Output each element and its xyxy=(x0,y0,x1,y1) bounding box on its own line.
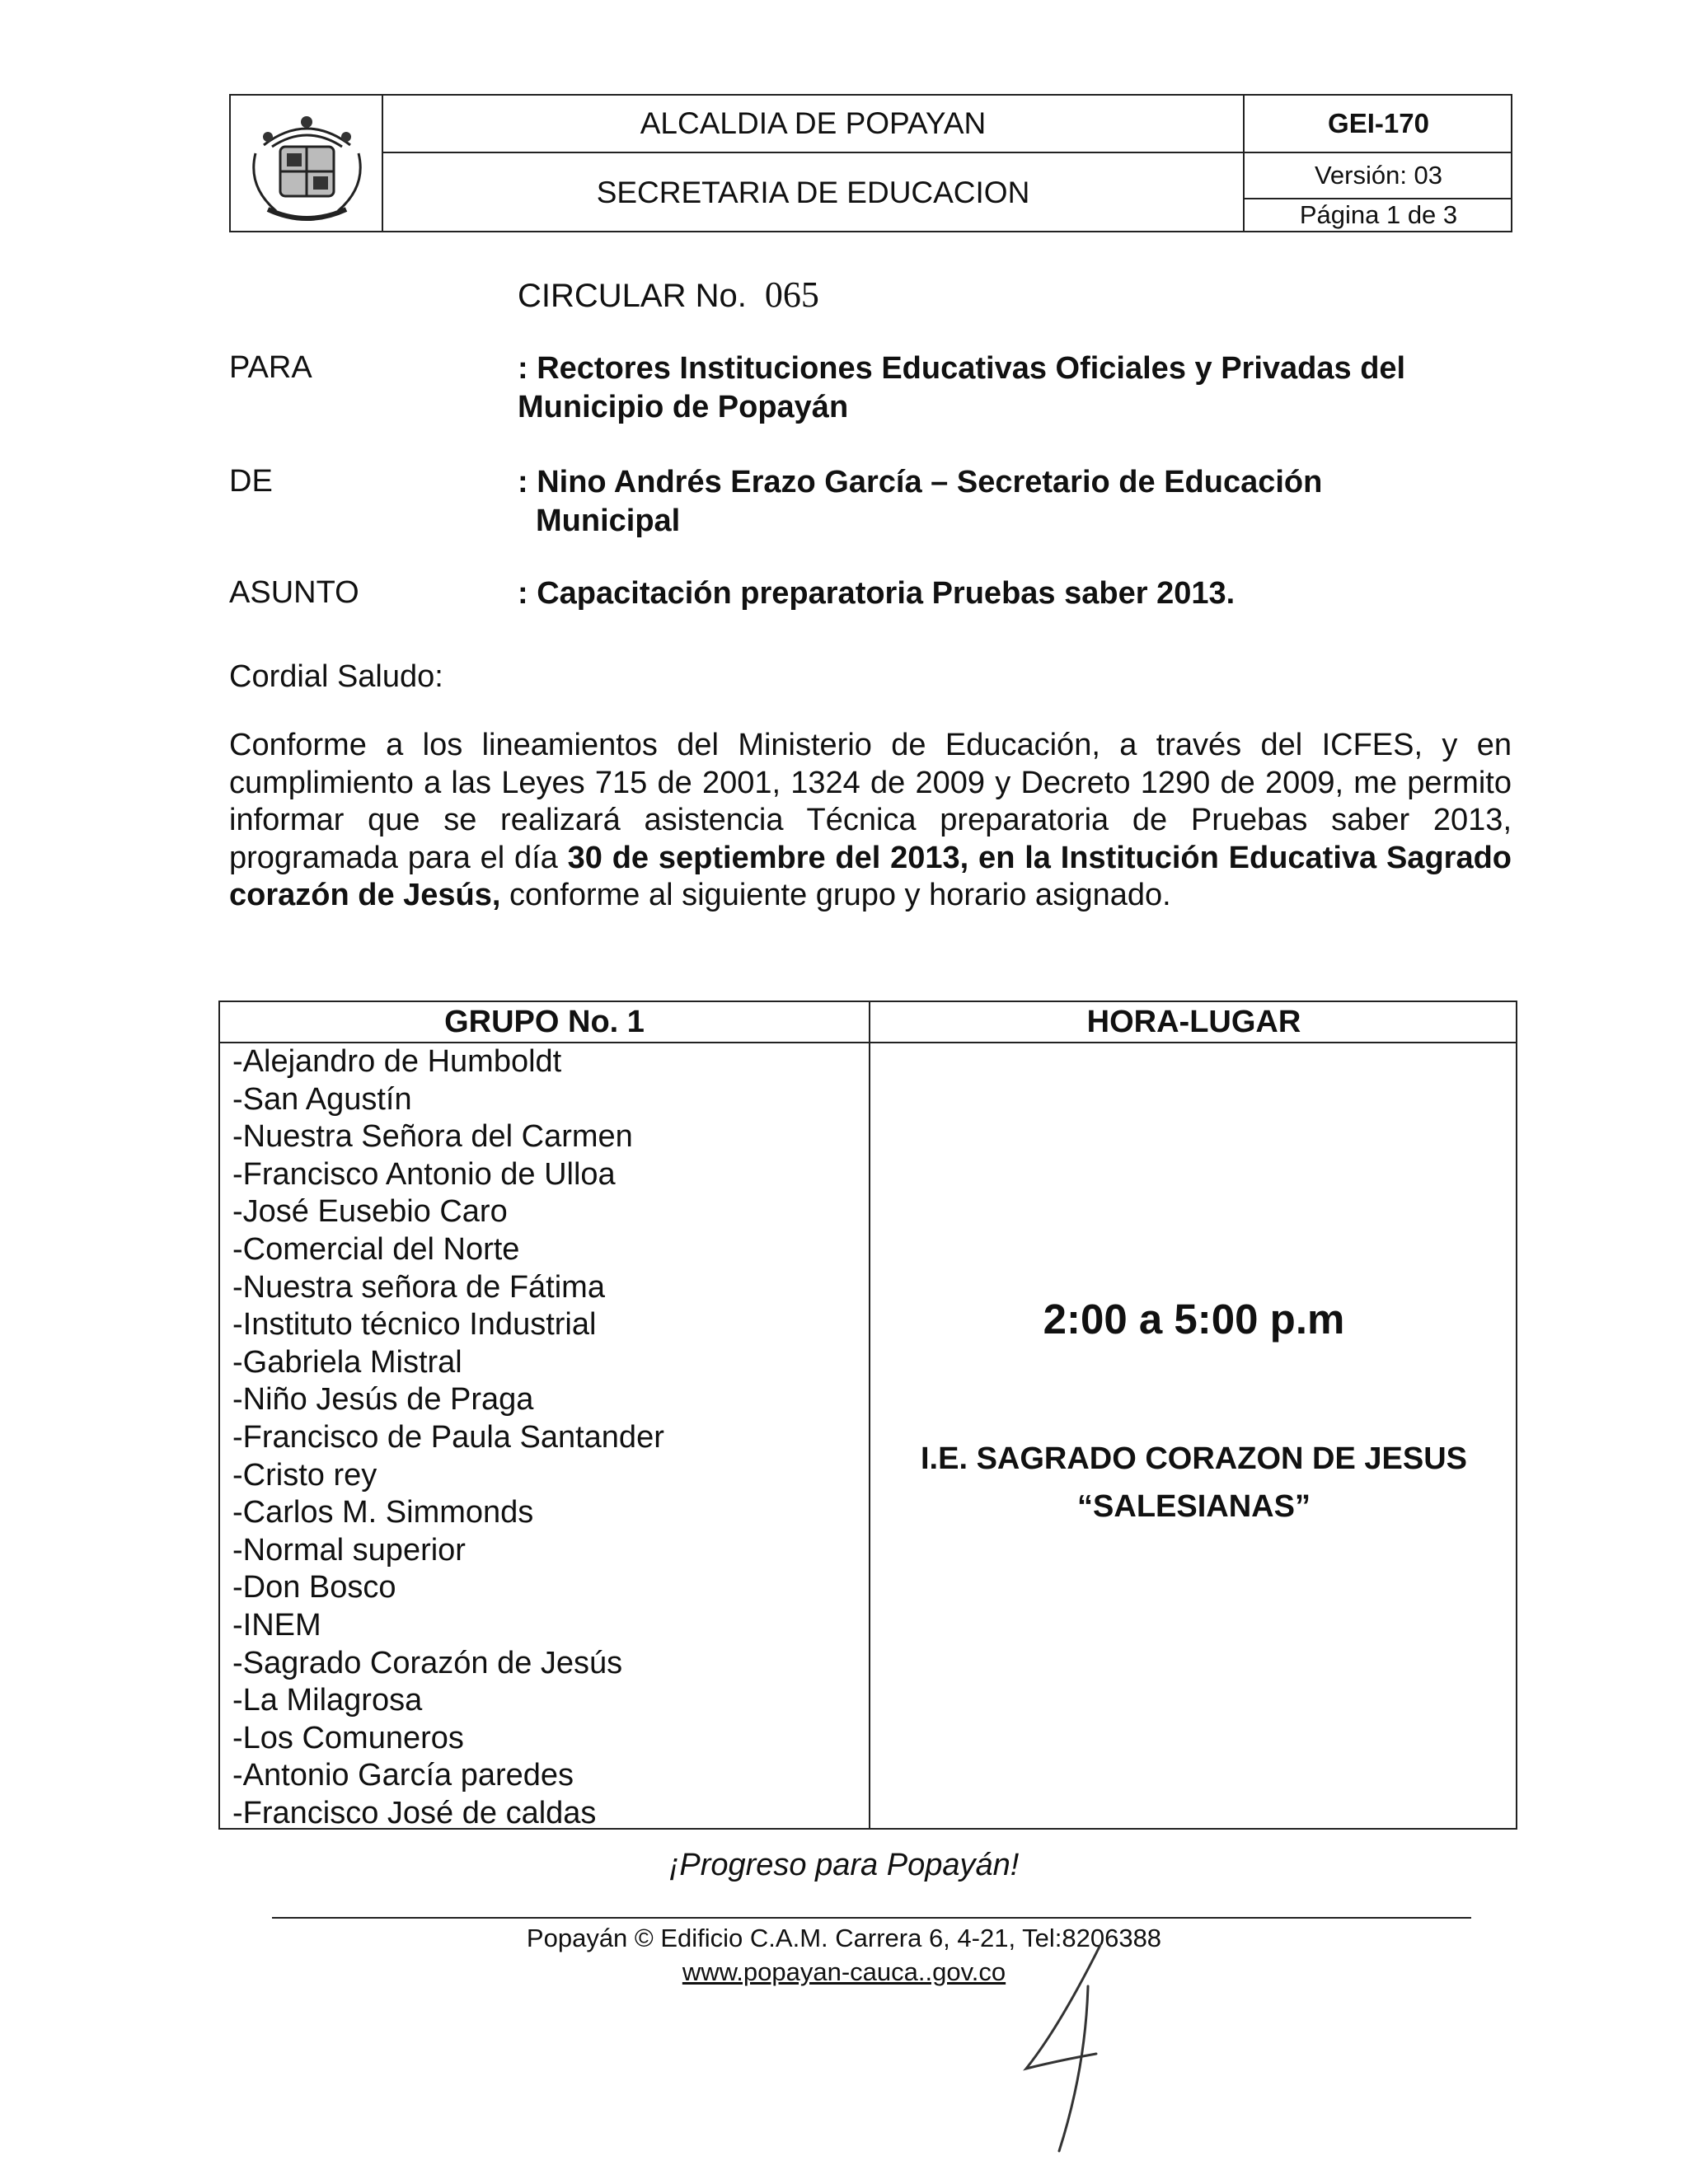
footer-website-link[interactable]: www.popayan-cauca..gov.co xyxy=(682,1957,1006,1986)
body-paragraph xyxy=(229,727,1512,915)
list-item: -Nuestra señora de Fátima xyxy=(232,1269,605,1305)
body-bold-text: 30 de septiembre del 2013, en la Institución Educativa Sagrado corazón de Jesús, xyxy=(229,840,1512,912)
list-item: -Comercial del Norte xyxy=(232,1231,520,1267)
org-name: ALCALDIA DE POPAYAN xyxy=(383,96,1243,153)
coat-of-arms-icon xyxy=(231,96,383,232)
table-header-group: GRUPO No. 1 xyxy=(444,1004,645,1039)
de-value xyxy=(518,463,1322,541)
footer-address: Popayán © Edificio C.A.M. Carrera 6, 4-21, Tel:8206388 xyxy=(526,1924,1162,1952)
list-item: -José Eusebio Caro xyxy=(232,1194,508,1230)
list-item: -Don Bosco xyxy=(232,1570,396,1605)
header-meta-cell xyxy=(1245,96,1512,231)
greeting: Cordial Saludo: xyxy=(229,659,443,694)
schedule-table xyxy=(218,1001,1517,1830)
list-item: -Gabriela Mistral xyxy=(232,1344,462,1380)
de-line-2: Municipal xyxy=(536,504,681,538)
asunto-value: : Capacitación preparatoria Pruebas saber 2013. xyxy=(518,576,1236,611)
table-header-time-place: HORA-LUGAR xyxy=(1086,1004,1301,1039)
list-item: -Francisco José de caldas xyxy=(232,1795,597,1830)
circular-label: CIRCULAR No. xyxy=(518,278,747,314)
de-label: DE xyxy=(229,464,273,499)
school-list xyxy=(232,1043,664,1832)
list-item: -Instituto técnico Industrial xyxy=(232,1307,597,1343)
list-item: -Carlos M. Simmonds xyxy=(232,1495,534,1530)
list-item: -San Agustín xyxy=(232,1081,412,1117)
list-item: -Los Comuneros xyxy=(232,1720,464,1755)
list-item: -Normal superior xyxy=(232,1532,466,1568)
circular-heading xyxy=(518,274,819,316)
para-line-2: Municipio de Popayán xyxy=(518,390,849,424)
handwritten-initial-mark xyxy=(1010,1937,1125,2159)
document-header xyxy=(229,94,1512,232)
circular-number: 065 xyxy=(764,274,819,315)
list-item: -Nuestra Señora del Carmen xyxy=(232,1119,633,1155)
place-line-2: “SALESIANAS” xyxy=(1077,1489,1311,1524)
body-text-2: conforme al siguiente grupo y horario asignado. xyxy=(500,878,1171,912)
session-place xyxy=(870,1435,1517,1530)
session-time: 2:00 a 5:00 p.m xyxy=(1043,1296,1345,1343)
document-code: GEI-170 xyxy=(1245,96,1512,153)
table-column-divider xyxy=(869,1002,870,1828)
header-title-cell xyxy=(383,96,1245,231)
asunto-label: ASUNTO xyxy=(229,575,359,610)
list-item: -Niño Jesús de Praga xyxy=(232,1382,534,1418)
de-line-1: : Nino Andrés Erazo García – Secretario de Educación xyxy=(518,465,1323,499)
footer-divider xyxy=(272,1917,1471,1919)
logo-cell xyxy=(231,96,383,231)
list-item: -Sagrado Corazón de Jesús xyxy=(232,1645,623,1680)
document-version: Versión: 03 xyxy=(1245,153,1512,199)
list-item: -INEM xyxy=(232,1607,321,1643)
motto: ¡Progreso para Popayán! xyxy=(668,1848,1020,1882)
list-item: -La Milagrosa xyxy=(232,1683,423,1718)
list-item: -Alejandro de Humboldt xyxy=(232,1044,562,1079)
list-item: -Cristo rey xyxy=(232,1457,377,1493)
para-value xyxy=(518,349,1405,427)
list-item: -Antonio García paredes xyxy=(232,1758,574,1793)
dept-name: SECRETARIA DE EDUCACION xyxy=(596,176,1030,209)
list-item: -Francisco Antonio de Ulloa xyxy=(232,1156,616,1192)
para-line-1: : Rectores Instituciones Educativas Oficiales y Privadas del xyxy=(518,351,1406,386)
para-label: PARA xyxy=(229,350,312,385)
place-line-1: I.E. SAGRADO CORAZON DE JESUS xyxy=(921,1441,1467,1476)
list-item: -Francisco de Paula Santander xyxy=(232,1419,664,1455)
body-text-1: Conforme a los lineamientos del Ministerio de Educación, a través del ICFES, y en cumplimiento a las Leyes 715 de 2001, 1324 de 2009 y Decreto 1290 de 2009, me permito informar que se realizará asistencia Técnica preparatoria de Pruebas saber 2013, programada para el día xyxy=(229,728,1512,875)
page-number: Página 1 de 3 xyxy=(1299,200,1458,229)
